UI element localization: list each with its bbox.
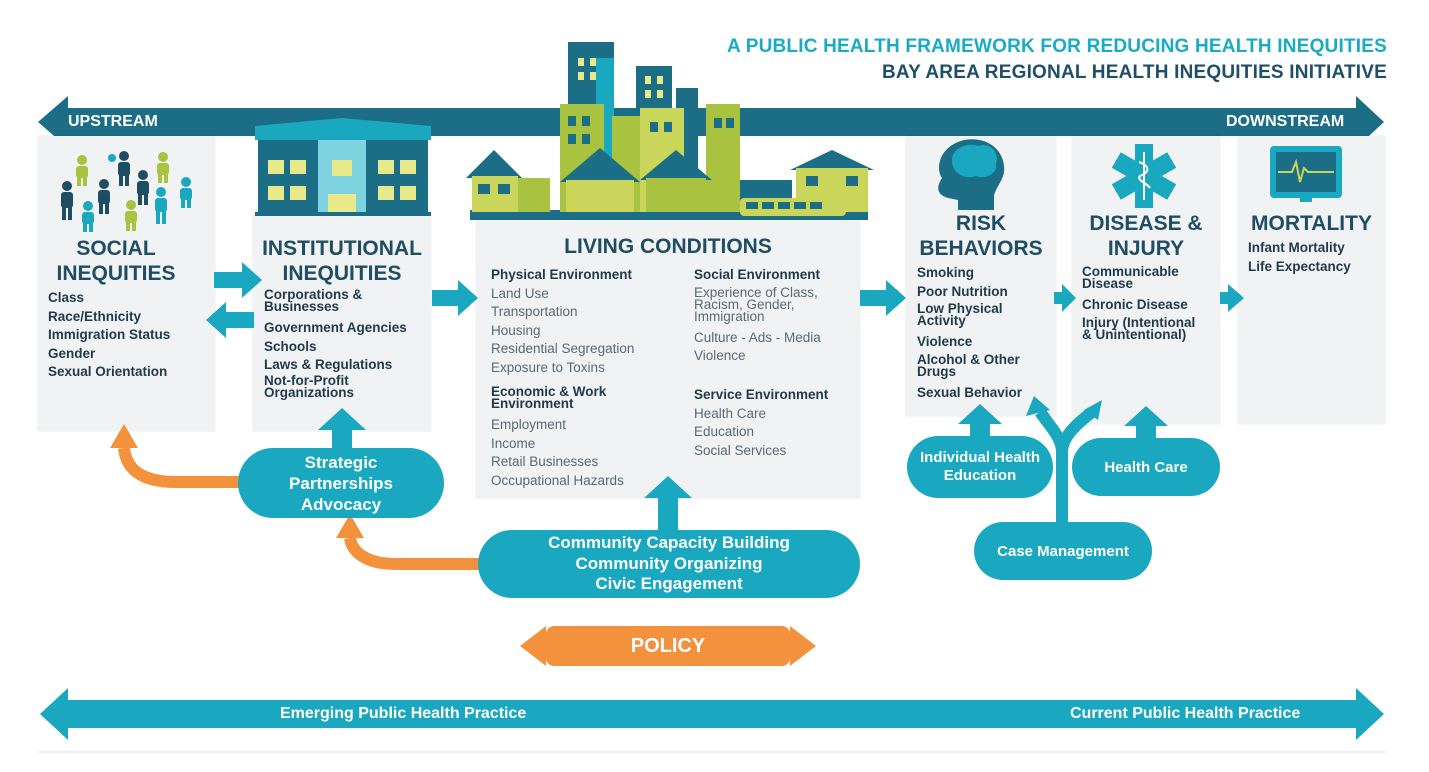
social-inequities-list	[48, 289, 170, 382]
living-to-risk-arrow	[860, 280, 906, 316]
orange-arrow-to-social	[124, 448, 244, 482]
institutional-to-living-arrow	[432, 280, 478, 316]
city-icon	[466, 42, 874, 220]
list-item: Immigration Status	[48, 327, 171, 342]
initiative-title: BAY AREA REGIONAL HEALTH INEQUITIES INITIATIVE	[881, 62, 1387, 83]
disease-injury-title: DISEASE & INJURY	[1089, 212, 1203, 260]
list-item: Occupational Hazards	[491, 472, 624, 488]
list-item: Laws & Regulations	[264, 357, 393, 372]
upstream-label: UPSTREAM	[68, 113, 158, 130]
health-care-pill: Health Care	[1072, 438, 1220, 496]
list-item: Education	[694, 424, 755, 439]
list-item: Residential Segregation	[491, 341, 635, 356]
list-item: Businesses	[264, 299, 340, 314]
list-item: Smoking	[917, 265, 975, 280]
list-item: Activity	[917, 313, 966, 328]
community-up-arrow	[644, 476, 692, 532]
risk-behaviors-list	[917, 264, 1022, 402]
list-item: Health Care	[694, 405, 767, 421]
brain-head-icon	[938, 139, 1004, 210]
list-item: Injury (Intentional	[1082, 314, 1196, 330]
strategic-up-arrow	[318, 408, 366, 452]
medical-star-icon	[1112, 144, 1176, 208]
list-item: Retail Businesses	[491, 454, 599, 469]
list-item: Organizations	[264, 384, 355, 400]
list-item: Drugs	[917, 363, 957, 379]
disease-to-mortality-arrow	[1220, 284, 1244, 312]
current-practice-label: Current Public Health Practice	[1070, 705, 1301, 722]
framework-title: A PUBLIC HEALTH FRAMEWORK FOR REDUCING HEALTH INEQUITIES	[727, 36, 1387, 57]
downstream-label: DOWNSTREAM	[1226, 113, 1345, 130]
list-item: Social Services	[694, 442, 787, 458]
list-item: Experience of Class,	[694, 284, 818, 300]
building-icon	[255, 118, 431, 216]
people-icon	[61, 151, 192, 232]
list-item: Employment	[491, 417, 567, 432]
individual-up-arrow	[958, 404, 1002, 440]
list-item: Not-for-Profit	[264, 372, 349, 388]
health-care-up-arrow	[1124, 406, 1168, 440]
list-item: Violence	[917, 334, 973, 349]
emerging-practice-label: Emerging Public Health Practice	[280, 705, 527, 722]
list-item: Transportation	[491, 304, 578, 319]
mortality-title: MORTALITY	[1251, 212, 1372, 235]
heart-monitor-icon	[1270, 146, 1342, 202]
list-item: Exposure to Toxins	[491, 359, 605, 375]
community-capacity-pill: Community Capacity Building Community Organizing Civic Engagement	[478, 530, 860, 598]
service-environment: Service Environment Health Care Education Social Services	[694, 386, 828, 460]
individual-health-education-pill: Individual Health Education	[907, 436, 1053, 498]
mortality-list	[1248, 239, 1351, 276]
list-item: Low Physical	[917, 301, 1003, 316]
list-item: Sexual Orientation	[48, 364, 168, 379]
list-item: Income	[491, 435, 536, 451]
list-item: Chronic Disease	[1082, 297, 1188, 312]
economic-work-environment: Economic & Work Environment Employment Income Retail Businesses Occupational Hazards	[491, 386, 624, 490]
list-item: Infant Mortality	[1248, 240, 1345, 255]
policy-pill: POLICY	[546, 626, 790, 666]
social-environment: Social Environment Experience of Class, Racism, Gender, Immigration Culture - Ads - Media Violence	[694, 266, 821, 366]
disease-injury-list	[1082, 266, 1195, 347]
strategic-partnerships-pill: Strategic Partnerships Advocacy	[238, 448, 444, 518]
institutional-inequities-list	[264, 289, 407, 405]
list-item: & Unintentional)	[1082, 326, 1187, 342]
case-management-pill: Case Management	[974, 522, 1152, 580]
list-item: Housing	[491, 322, 541, 338]
social-inequities-title: SOCIAL INEQUITIES	[56, 237, 176, 285]
list-item: Government Agencies	[264, 320, 407, 335]
physical-environment: Physical Environment Land Use Transportation Housing Residential Segregation Exposure to Toxins	[491, 266, 634, 377]
institutional-to-social-arrow	[206, 302, 254, 338]
list-item: Life Expectancy	[1248, 258, 1351, 274]
list-item: Race/Ethnicity	[48, 308, 142, 324]
list-item: Communicable	[1082, 264, 1179, 279]
list-item: Alcohol & Other	[917, 351, 1020, 367]
list-item: Poor Nutrition	[917, 283, 1008, 299]
list-item: Class	[48, 290, 85, 305]
list-item: Corporations &	[264, 287, 363, 302]
list-item: Land Use	[491, 285, 549, 301]
list-item: Gender	[48, 345, 96, 361]
orange-arrow-to-strategic	[350, 538, 480, 564]
risk-to-disease-arrow	[1054, 284, 1076, 312]
list-item: Schools	[264, 338, 317, 354]
list-item: Racism, Gender,	[694, 296, 795, 312]
list-item: Immigration	[694, 308, 765, 324]
list-item: Culture - Ads - Media	[694, 329, 821, 345]
list-item: Disease	[1082, 276, 1134, 291]
risk-behaviors-title: RISK BEHAVIORS	[919, 212, 1043, 260]
institutional-inequities-title: INSTITUTIONAL INEQUITIES	[262, 237, 422, 285]
orange-arrowhead-social	[110, 424, 138, 448]
living-conditions-title: LIVING CONDITIONS	[564, 235, 772, 258]
list-item: Violence	[694, 348, 746, 363]
list-item: Sexual Behavior	[917, 384, 1023, 400]
